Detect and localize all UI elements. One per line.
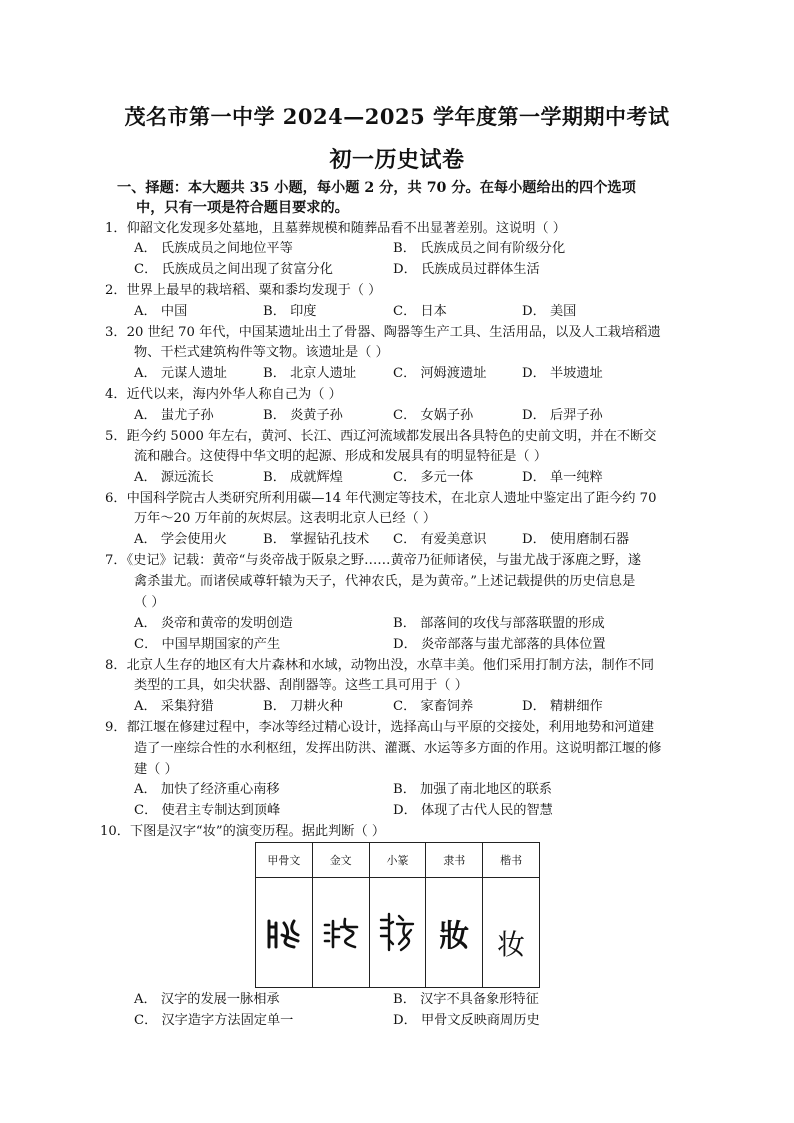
header-oracle-bone: 甲骨文	[256, 843, 312, 878]
question-stem-cont: （ ）	[134, 595, 165, 610]
option-c: C． 汉字造字方法固定单一	[134, 1013, 294, 1028]
option-a: A． 源远流长	[134, 470, 214, 485]
oracle-bone-glyph	[256, 878, 312, 987]
option-a: A． 学会使用火	[134, 532, 227, 547]
question-stem-cont: 类型的工具，如尖状器、刮削器等。这些工具可用于（ ）	[134, 678, 468, 693]
column-bronze	[313, 843, 370, 987]
question-stem-cont: 建（ ）	[134, 762, 178, 777]
question-stem: 4．近代以来，海内外华人称自己为（ ）	[105, 387, 342, 402]
option-d: D． 后羿子孙	[522, 408, 603, 423]
option-a: A． 元谋人遗址	[134, 366, 227, 381]
question-stem: 6．中国科学院古人类研究所利用碳—14 年代测定等技术，在北京人遗址中鉴定出了距今约 70	[105, 491, 657, 506]
option-c: C． 女娲子孙	[393, 408, 474, 423]
option-b: B． 加强了南北地区的联系	[393, 782, 552, 797]
question-stem: 8．北京人生存的地区有大片森林和水域，动物出没，水草丰美。他们采用打制方法，制作不同	[105, 658, 655, 673]
bronze-glyph	[313, 878, 369, 987]
option-c: C． 有爱美意识	[393, 532, 487, 547]
option-d: D． 炎帝部落与蚩尤部落的具体位置	[393, 637, 606, 652]
option-d: D． 半坡遗址	[522, 366, 603, 381]
option-a: A． 汉字的发展一脉相承	[134, 992, 280, 1007]
clerical-glyph: 妝	[439, 918, 470, 954]
question-stem: 3．20 世纪 70 年代，中国某遗址出土了骨器、陶器等生产工具、生活用品，以及人工栽培稻遗	[105, 325, 661, 340]
question-stem-cont: 物、干栏式建筑构件等文物。该遗址是（ ）	[134, 345, 389, 360]
option-b: B． 印度	[263, 304, 317, 319]
option-a: A． 加快了经济重心南移	[134, 782, 280, 797]
header-bronze: 金文	[313, 843, 369, 878]
option-a: A． 中国	[134, 304, 188, 319]
option-b: B． 北京人遗址	[263, 366, 357, 381]
option-b: B． 刀耕火种	[263, 699, 343, 714]
option-c: C． 使君主专制达到顶峰	[134, 803, 281, 818]
option-c: C． 中国早期国家的产生	[134, 637, 281, 652]
section-heading-line1: 一、择题：本大题共 35 小题，每小题 2 分，共 70 分。在每小题给出的四个选项	[117, 180, 636, 196]
option-a: A． 炎帝和黄帝的发明创造	[134, 616, 293, 631]
option-a: A． 蚩尤子孙	[134, 408, 214, 423]
option-b: B． 氏族成员之间有阶级分化	[393, 241, 566, 256]
question-stem: 10．下图是汉字“妆”的演变历程。据此判断（ ）	[100, 824, 386, 839]
section-heading-line2: 中，只有一项是符合题目要求的。	[136, 200, 349, 216]
header-regular: 楷书	[483, 843, 539, 878]
question-stem-cont: 造了一座综合性的水利枢纽，发挥出防洪、灌溉、水运等多方面的作用。这说明都江堰的修	[134, 741, 662, 756]
header-clerical: 隶书	[426, 843, 482, 878]
option-c: C． 日本	[393, 304, 447, 319]
option-c: C． 氏族成员之间出现了贫富分化	[134, 262, 333, 277]
seal-glyph	[370, 878, 426, 987]
option-a: A． 氏族成员之间地位平等	[134, 241, 293, 256]
column-regular	[483, 843, 539, 987]
character-evolution-table	[255, 842, 540, 988]
option-d: D． 体现了古代人民的智慧	[393, 803, 553, 818]
option-d: D． 美国	[522, 304, 577, 319]
question-stem-cont: 流和融合。这使得中华文明的起源、形成和发展具有的明显特征是（ ）	[134, 449, 548, 464]
question-stem: 2．世界上最早的栽培稻、粟和黍均发现于（ ）	[105, 283, 382, 298]
option-c: C． 家畜饲养	[393, 699, 474, 714]
option-d: D． 氏族成员过群体生活	[393, 262, 540, 277]
question-stem-cont: 万年～20 万年前的灰烬层。这表明北京人已经（ ）	[134, 511, 437, 526]
question-stem: 9．都江堰在修建过程中，李冰等经过精心设计，选择高山与平原的交接处，利用地势和河道建	[105, 720, 655, 735]
option-c: C． 河姆渡遗址	[393, 366, 487, 381]
option-d: D． 精耕细作	[522, 699, 603, 714]
column-seal	[370, 843, 427, 987]
option-d: D． 甲骨文反映商周历史	[393, 1013, 540, 1028]
option-d: D． 使用磨制石器	[522, 532, 630, 547]
column-clerical	[426, 843, 483, 987]
header-seal: 小篆	[370, 843, 426, 878]
regular-glyph: 妆	[497, 927, 526, 961]
question-stem: 1．仰韶文化发现多处墓地，且墓葬规模和随葬品看不出显著差别。这说明（ ）	[105, 221, 566, 236]
exam-subtitle: 初一历史试卷	[329, 147, 465, 173]
option-b: B． 部落间的攻伐与部落联盟的形成	[393, 616, 605, 631]
option-b: B． 汉字不具备象形特征	[393, 992, 539, 1007]
option-c: C． 多元一体	[393, 470, 474, 485]
exam-title: 茂名市第一中学 2024—2025 学年度第一学期期中考试	[124, 104, 670, 129]
option-b: B． 掌握钻孔技术	[263, 532, 370, 547]
option-b: B． 成就辉煌	[263, 470, 343, 485]
column-oracle-bone	[256, 843, 313, 987]
question-stem-cont: 禽杀蚩尤。而诸侯咸尊轩辕为天子，代神农氏，是为黄帝。”上述记载提供的历史信息是	[134, 574, 636, 589]
option-a: A． 采集狩猎	[134, 699, 214, 714]
question-stem: 7．《史记》记载：黄帝“与炎帝战于阪泉之野……黄帝乃征师诸侯，与蚩尤战于涿鹿之野，遂	[105, 553, 642, 568]
question-stem: 5．距今约 5000 年左右，黄河、长江、西辽河流域都发展出各具特色的史前文明，并在不断交	[105, 429, 657, 444]
option-b: B． 炎黄子孙	[263, 408, 343, 423]
option-d: D． 单一纯粹	[522, 470, 603, 485]
